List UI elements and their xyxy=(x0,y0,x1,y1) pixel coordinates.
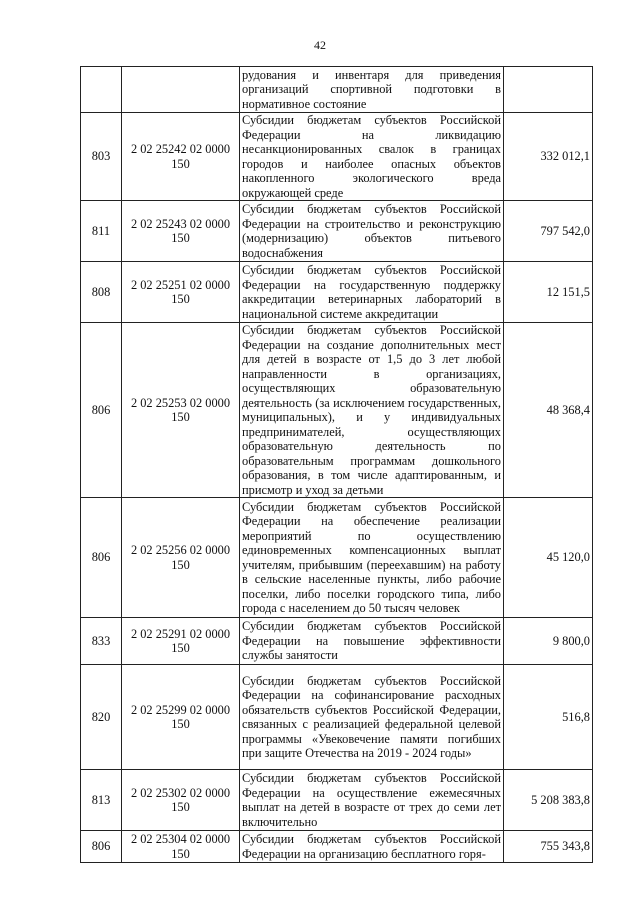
admin-code-cell: 811 xyxy=(81,201,122,262)
budget-code-cell: 2 02 25243 02 0000 150 xyxy=(122,201,240,262)
description-cell: Субсидии бюджетам субъектов Российской Федерации на организацию бесплатного горя- xyxy=(240,831,504,863)
amount-cell: 755 343,8 xyxy=(504,831,593,863)
admin-code-cell xyxy=(81,67,122,113)
table-row xyxy=(81,262,593,323)
amount-cell: 797 542,0 xyxy=(504,201,593,262)
amount-cell: 516,8 xyxy=(504,665,593,770)
budget-code-cell: 2 02 25291 02 0000 150 xyxy=(122,618,240,665)
table-row xyxy=(81,770,593,831)
budget-code-cell: 2 02 25256 02 0000 150 xyxy=(122,498,240,618)
amount-cell: 48 368,4 xyxy=(504,323,593,498)
description-cell: Субсидии бюджетам субъектов Российской Федерации на обеспечение реализации мероприятий по осуществлению единовременных компенсационных выплат учителям, прибывшим (переехавшим) на работу в сельские населенные пункты, либо рабочие поселки, либо поселки городского типа, либо города с населением до 50 тысяч человек xyxy=(240,498,504,618)
description-cell: Субсидии бюджетам субъектов Российской Федерации на софинансирование расходных обязательств субъектов Российской Федерации, связанных с реализацией федеральной целевой программы «Увековечение памяти погибших при защите Отечества на 2019 - 2024 годы» xyxy=(240,665,504,770)
amount-cell: 332 012,1 xyxy=(504,113,593,201)
admin-code-cell: 803 xyxy=(81,113,122,201)
description-cell: Субсидии бюджетам субъектов Российской Федерации на строительство и реконструкцию (модернизацию) объектов питьевого водоснабжения xyxy=(240,201,504,262)
amount-cell: 12 151,5 xyxy=(504,262,593,323)
admin-code-cell: 806 xyxy=(81,831,122,863)
description-cell: рудования и инвентаря для приведения организаций спортивной подготовки в нормативное состояние xyxy=(240,67,504,113)
description-cell: Субсидии бюджетам субъектов Российской Федерации на государственную поддержку аккредитации ветеринарных лабораторий в национальной системе аккредитации xyxy=(240,262,504,323)
amount-cell: 5 208 383,8 xyxy=(504,770,593,831)
admin-code-cell: 833 xyxy=(81,618,122,665)
budget-code-cell: 2 02 25251 02 0000 150 xyxy=(122,262,240,323)
admin-code-cell: 808 xyxy=(81,262,122,323)
amount-cell: 9 800,0 xyxy=(504,618,593,665)
table-row xyxy=(81,323,593,498)
table-row xyxy=(81,67,593,113)
description-cell: Субсидии бюджетам субъектов Российской Федерации на осуществление ежемесячных выплат на детей в возрасте от трех до семи лет включительно xyxy=(240,770,504,831)
table-row xyxy=(81,831,593,863)
table-row xyxy=(81,665,593,770)
table-row xyxy=(81,113,593,201)
budget-code-cell: 2 02 25253 02 0000 150 xyxy=(122,323,240,498)
description-cell: Субсидии бюджетам субъектов Российской Федерации на ликвидацию несанкционированных свалок в границах городов и наиболее опасных объектов накопленного экологического вреда окружающей среде xyxy=(240,113,504,201)
budget-code-cell: 2 02 25302 02 0000 150 xyxy=(122,770,240,831)
budget-code-cell: 2 02 25242 02 0000 150 xyxy=(122,113,240,201)
description-cell: Субсидии бюджетам субъектов Российской Федерации на создание дополнительных мест для детей в возрасте от 1,5 до 3 лет любой направленности в организациях, осуществляющих образовательную деятельность (за исключением государственных, муниципальных), и у индивидуальных предпринимателей, осуществляющих образовательную деятельность по образовательным программам дошкольного образования, в том числе адаптированным, и присмотр и уход за детьми xyxy=(240,323,504,498)
page-number: 42 xyxy=(314,38,326,52)
description-cell: Субсидии бюджетам субъектов Российской Федерации на повышение эффективности службы занятости xyxy=(240,618,504,665)
amount-cell: 45 120,0 xyxy=(504,498,593,618)
table-row xyxy=(81,201,593,262)
table-row xyxy=(81,618,593,665)
admin-code-cell: 806 xyxy=(81,498,122,618)
admin-code-cell: 806 xyxy=(81,323,122,498)
budget-revenue-table xyxy=(80,66,593,863)
budget-code-cell: 2 02 25299 02 0000 150 xyxy=(122,665,240,770)
amount-cell xyxy=(504,67,593,113)
budget-code-cell: 2 02 25304 02 0000 150 xyxy=(122,831,240,863)
admin-code-cell: 813 xyxy=(81,770,122,831)
table-row xyxy=(81,498,593,618)
admin-code-cell: 820 xyxy=(81,665,122,770)
budget-code-cell xyxy=(122,67,240,113)
